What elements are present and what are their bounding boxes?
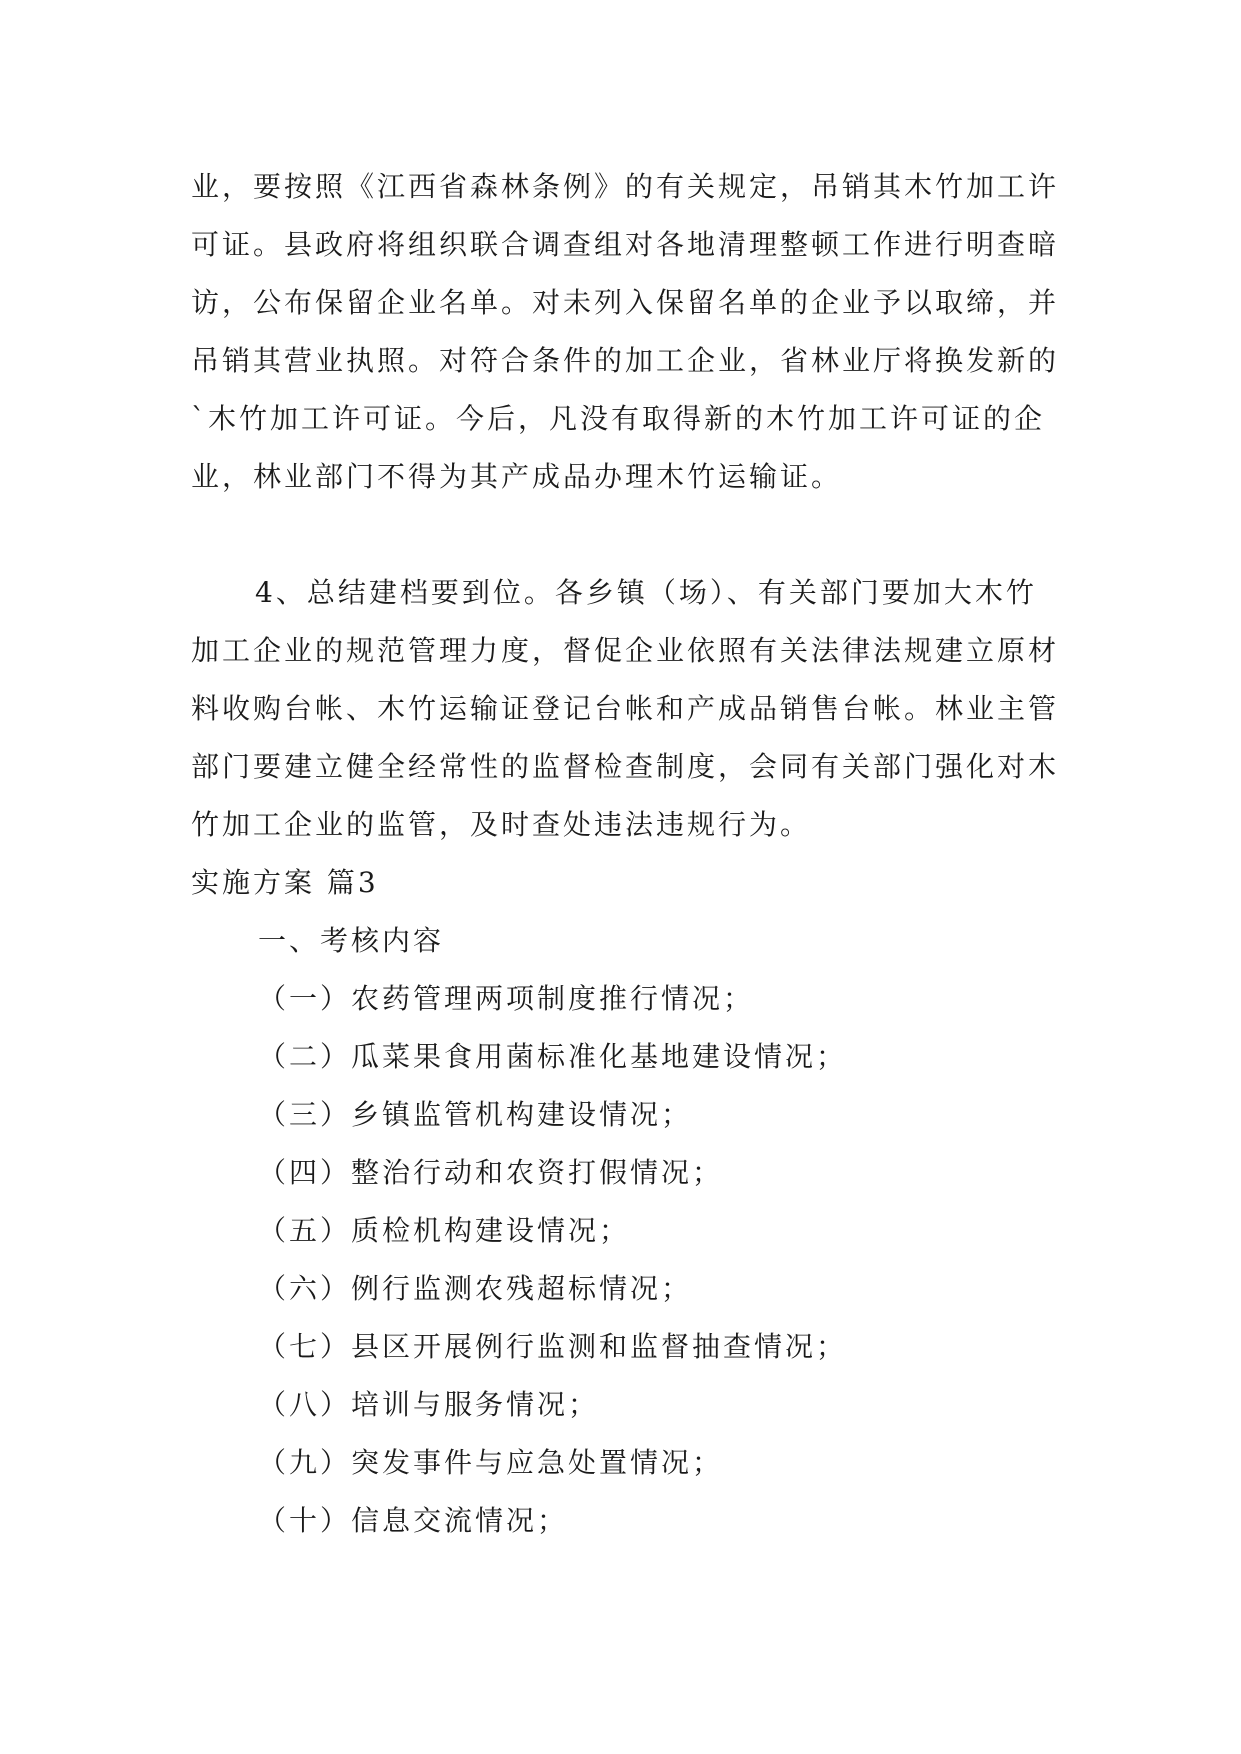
list-item: （五）质检机构建设情况；: [258, 1214, 631, 1247]
list-item: （四）整治行动和农资打假情况；: [258, 1156, 724, 1189]
list-item: （九）突发事件与应急处置情况；: [258, 1446, 724, 1479]
list-item: （八）培训与服务情况；: [258, 1388, 600, 1421]
section-title: 实施方案 篇3: [191, 866, 379, 899]
list-item: （一）农药管理两项制度推行情况；: [258, 982, 755, 1015]
list-item: （十）信息交流情况；: [258, 1504, 569, 1537]
paragraph-1: 业，要按照《江西省森林条例》的有关规定，吊销其木竹加工许可证。县政府将组织联合调查组对各地清理整顿工作进行明查暗访，公布保留企业名单。对未列入保留名单的企业予以取缔，并吊销其营业执照。对符合条件的加工企业，省林业厅将换发新的`木竹加工许可证。今后，凡没有取得新的木竹加工许可证的企业，林业部门不得为其产成品办理木竹运输证。: [191, 170, 1060, 493]
list-item: （二）瓜菜果食用菌标准化基地建设情况；: [258, 1040, 848, 1073]
list-item: （六）例行监测农残超标情况；: [258, 1272, 693, 1305]
assessment-list: [258, 912, 847, 1550]
paragraph-2: 4、总结建档要到位。各乡镇（场）、有关部门要加大木竹加工企业的规范管理力度，督促企业依照有关法律法规建立原材料收购台帐、木竹运输证登记台帐和产成品销售台帐。林业主管部门要建立健全经常性的监督检查制度，会同有关部门强化对木竹加工企业的监管，及时查处违法违规行为。: [191, 576, 1060, 841]
list-item: 一、考核内容: [258, 924, 445, 957]
list-item: （三）乡镇监管机构建设情况；: [258, 1098, 693, 1131]
list-item: （七）县区开展例行监测和监督抽查情况；: [258, 1330, 848, 1363]
